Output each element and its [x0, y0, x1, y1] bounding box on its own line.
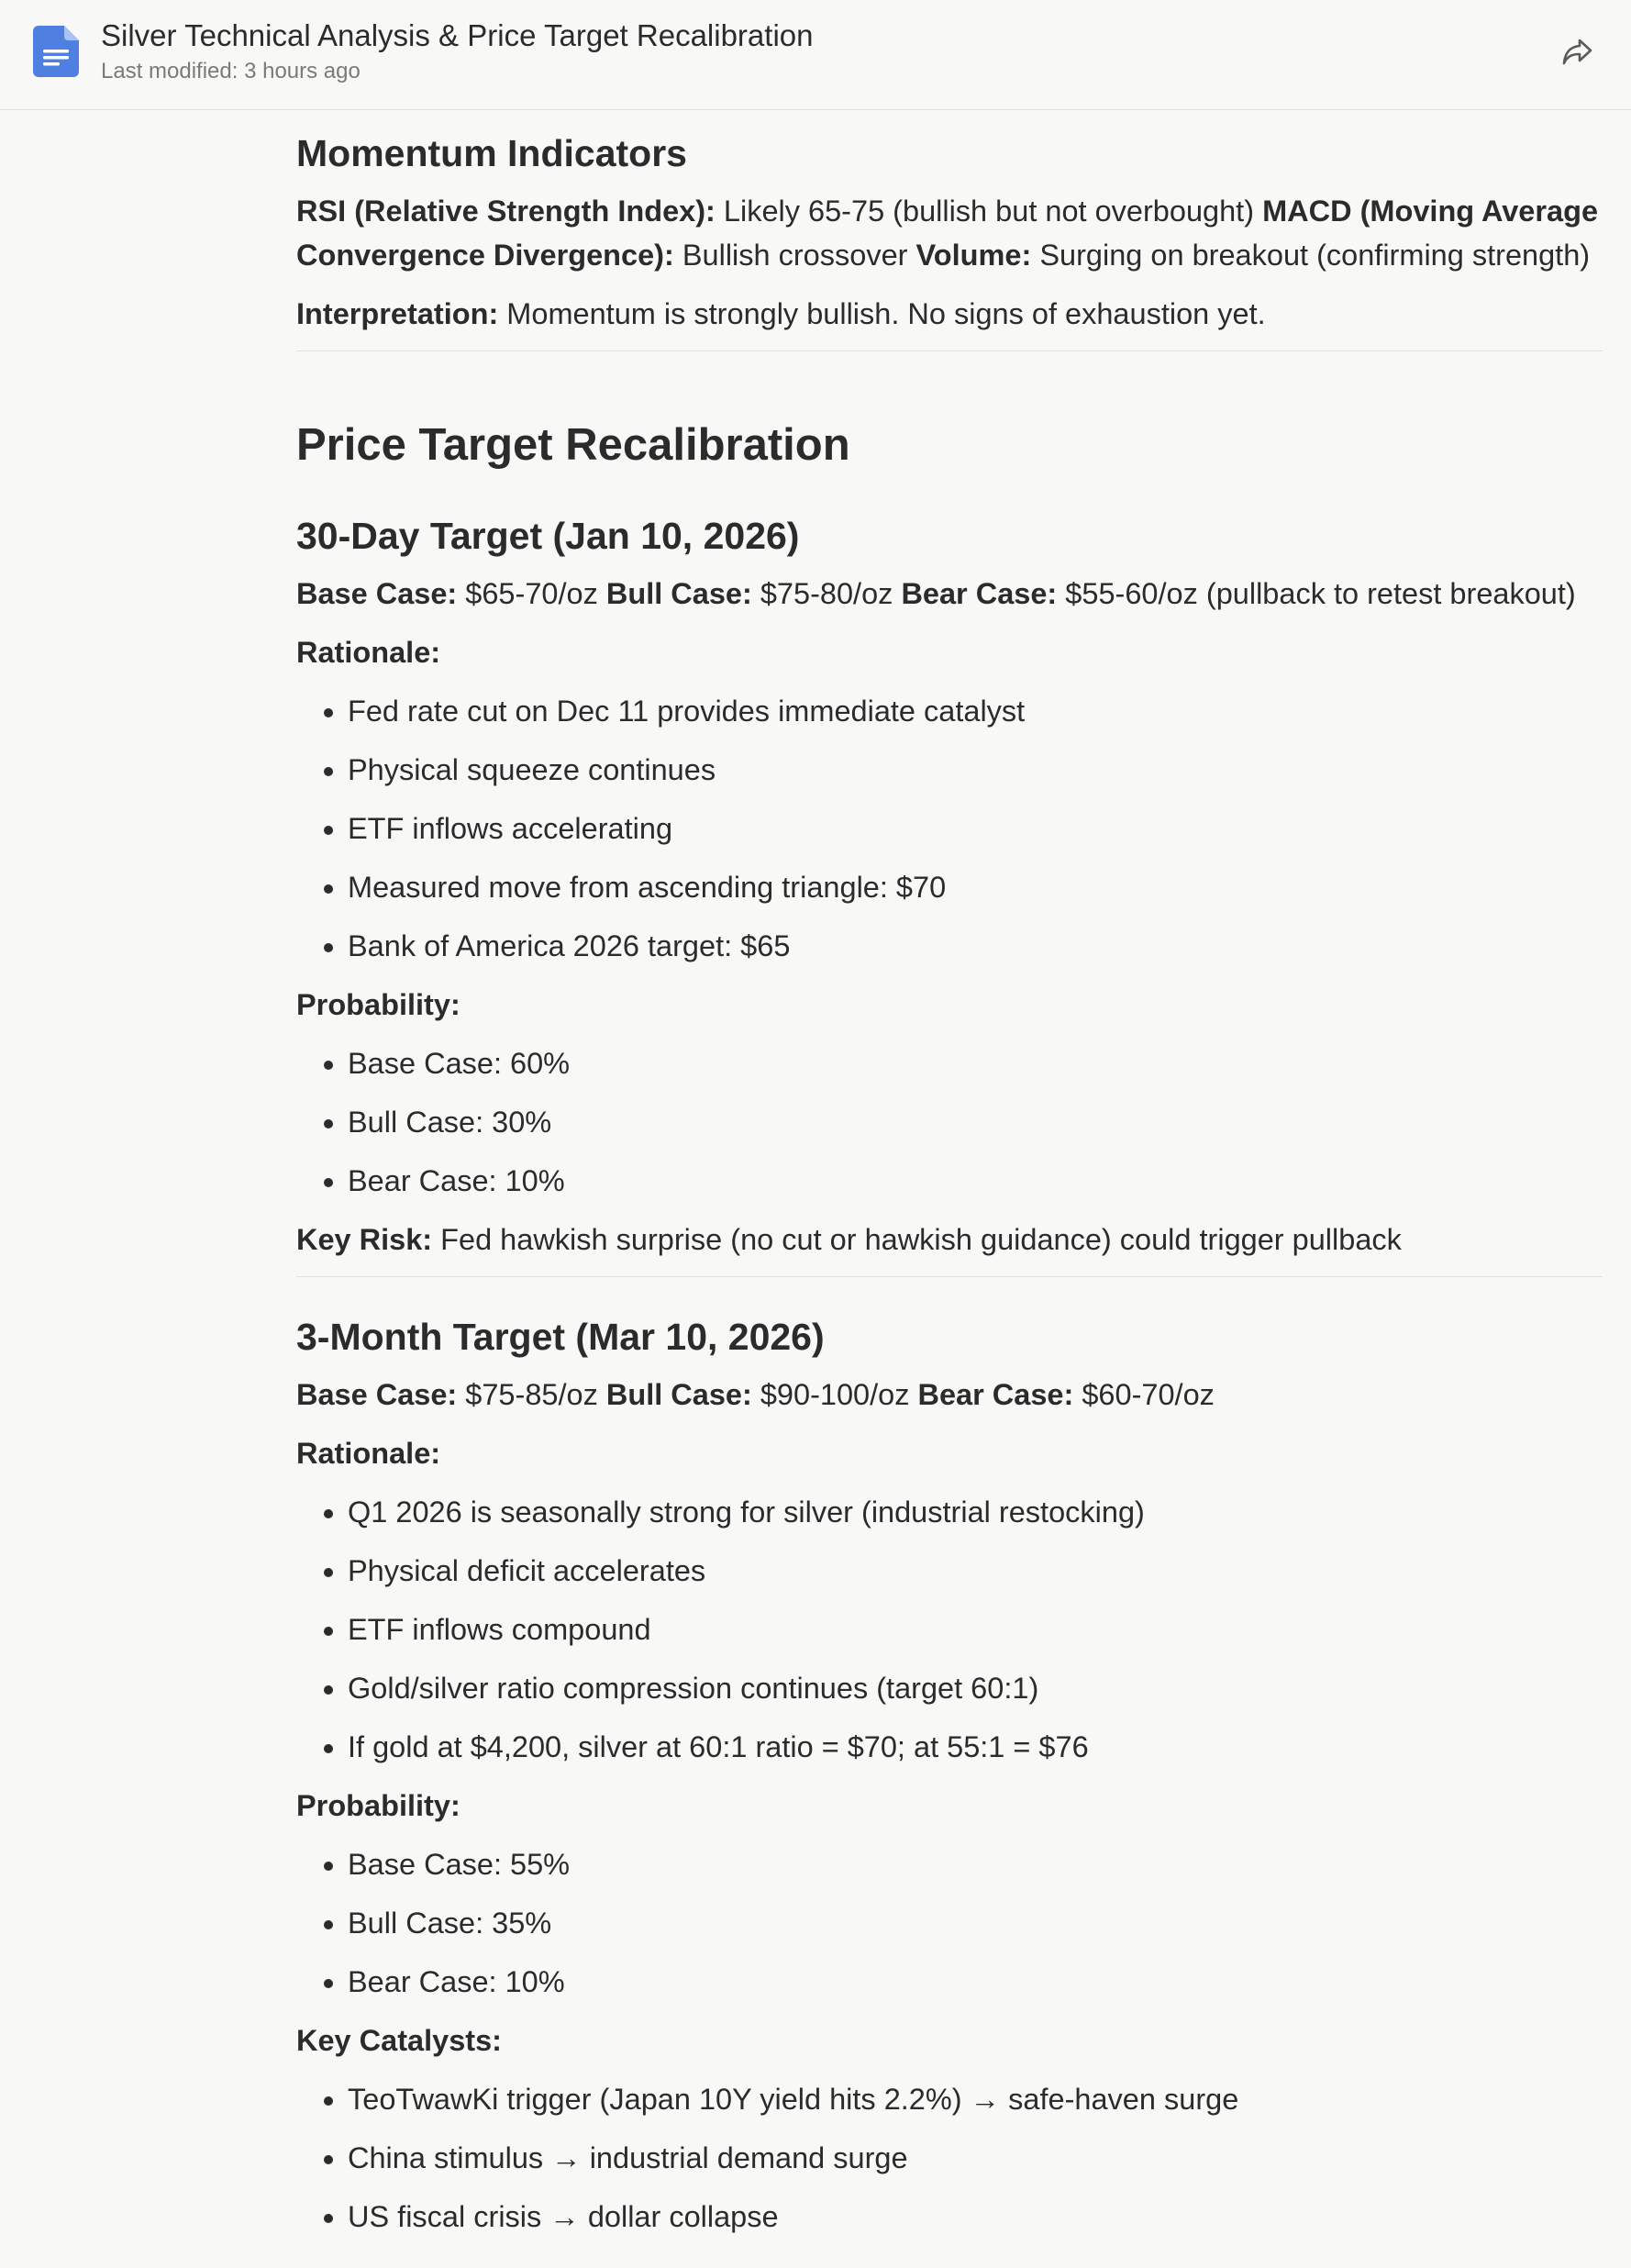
list-item: • China stimulus → industrial demand surge [348, 2136, 1603, 2180]
target-30-day-cases [296, 572, 1603, 616]
price-target-heading: Price Target Recalibration [296, 420, 850, 470]
rationale-label [296, 1431, 1603, 1475]
probability-label [296, 1784, 1603, 1828]
document-title: Silver Technical Analysis & Price Target Recalibration [101, 18, 814, 52]
target-3-month-heading: 3-Month Target (Mar 10, 2026) [296, 1316, 825, 1358]
macd-label: MACD (Moving Average Convergence Divergence): [296, 195, 1599, 272]
volume-label: Volume: [915, 239, 1032, 272]
last-modified-text: Last modified: 3 hours ago [101, 59, 361, 83]
key-risk-paragraph [296, 1217, 1603, 1262]
probability-list [296, 1041, 1603, 1203]
document-header [0, 0, 1631, 110]
list-item: • Base Case: 60% [348, 1041, 1603, 1085]
document-body [296, 110, 1603, 2253]
list-item: • Q1 2026 is seasonally strong for silver (industrial restocking) [348, 1490, 1603, 1534]
volume-text: Surging on breakout (confirming strength) [1031, 239, 1591, 272]
list-item: • Physical deficit accelerates [348, 1549, 1603, 1593]
base-case-text: $75-85/oz [457, 1378, 606, 1411]
list-item: • Physical squeeze continues [348, 748, 1603, 792]
key-catalysts-label-text: Key Catalysts: [296, 2024, 502, 2057]
interpretation-paragraph [296, 292, 1603, 336]
bear-case-label: Bear Case: [917, 1378, 1074, 1411]
key-risk-text: Fed hawkish surprise (no cut or hawkish guidance) could trigger pullback [432, 1223, 1402, 1256]
rationale-label-text: Rationale: [296, 636, 441, 669]
list-item: • Bear Case: 10% [348, 1960, 1603, 2004]
key-risk-label: Key Risk: [296, 1223, 433, 1256]
base-case-text: $65-70/oz [457, 577, 606, 610]
momentum-heading: Momentum Indicators [296, 132, 687, 174]
bull-case-label: Bull Case: [605, 577, 752, 610]
list-item: • If gold at $4,200, silver at 60:1 ratio = $70; at 55:1 = $76 [348, 1725, 1603, 1769]
list-item: • Gold/silver ratio compression continues (target 60:1) [348, 1666, 1603, 1710]
target-3-month-cases [296, 1373, 1603, 1417]
catalysts-list [296, 2077, 1603, 2239]
rationale-label-text: Rationale: [296, 1437, 441, 1470]
list-item: • Base Case: 55% [348, 1842, 1603, 1886]
interpretation-label: Interpretation: [296, 297, 499, 330]
base-case-label: Base Case: [296, 577, 458, 610]
probability-list [296, 1842, 1603, 2004]
list-item: • Bank of America 2026 target: $65 [348, 924, 1603, 968]
bear-case-text: $60-70/oz [1073, 1378, 1215, 1411]
base-case-label: Base Case: [296, 1378, 458, 1411]
list-item: • ETF inflows compound [348, 1607, 1603, 1651]
rsi-label: RSI (Relative Strength Index): [296, 195, 716, 228]
macd-text: Bullish crossover [673, 239, 916, 272]
list-item: • Measured move from ascending triangle: $70 [348, 865, 1603, 909]
key-catalysts-label [296, 2018, 1603, 2062]
rationale-label [296, 630, 1603, 674]
probability-label [296, 983, 1603, 1027]
rationale-list [296, 1490, 1603, 1769]
bull-case-text: $90-100/oz [751, 1378, 918, 1411]
share-icon[interactable] [1559, 33, 1596, 70]
list-item: • Bull Case: 30% [348, 1100, 1603, 1144]
bull-case-label: Bull Case: [605, 1378, 752, 1411]
bull-case-text: $75-80/oz [751, 577, 902, 610]
momentum-indicators-paragraph [296, 189, 1603, 277]
list-item: • Bull Case: 35% [348, 1901, 1603, 1945]
bear-case-text: $55-60/oz (pullback to retest breakout) [1057, 577, 1576, 610]
list-item: • US fiscal crisis → dollar collapse [348, 2195, 1603, 2239]
probability-label-text: Probability: [296, 988, 460, 1021]
document-icon [33, 26, 79, 77]
list-item: • TeoTwawKi trigger (Japan 10Y yield hits 2.2%) → safe-haven surge [348, 2077, 1603, 2121]
target-30-day-heading: 30-Day Target (Jan 10, 2026) [296, 515, 800, 557]
probability-label-text: Probability: [296, 1789, 460, 1822]
rsi-text: Likely 65-75 (bullish but not overbought) [715, 195, 1263, 228]
rationale-list [296, 689, 1603, 968]
list-item: • Fed rate cut on Dec 11 provides immediate catalyst [348, 689, 1603, 733]
interpretation-text: Momentum is strongly bullish. No signs of exhaustion yet. [498, 297, 1266, 330]
list-item: • ETF inflows accelerating [348, 806, 1603, 850]
bear-case-label: Bear Case: [901, 577, 1058, 610]
list-item: • Bear Case: 10% [348, 1159, 1603, 1203]
